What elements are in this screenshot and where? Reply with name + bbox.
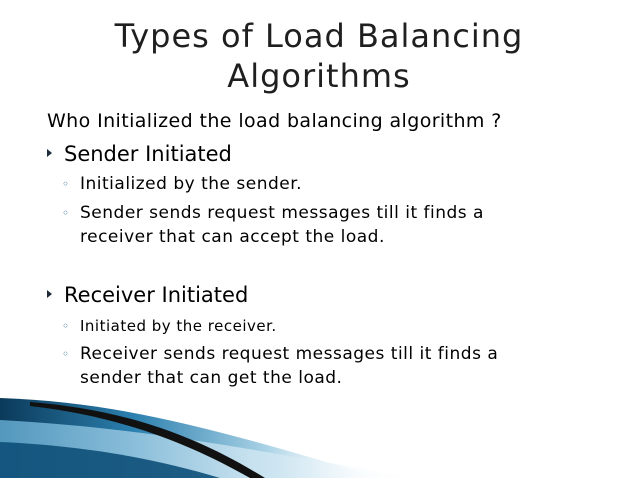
ring-bullet-icon: ◦ [62, 347, 70, 361]
decorative-wave [0, 380, 638, 478]
intro-question: Who Initialized the load balancing algorithm ? [47, 110, 502, 132]
section-heading-sender [47, 140, 232, 168]
list-item-text-continued: sender that can get the load. [80, 368, 343, 388]
ring-bullet-icon: ◦ [62, 206, 70, 220]
section-heading-label: Sender Initiated [64, 142, 232, 166]
slide-title-line-2: Algorithms [227, 57, 411, 95]
section-heading-receiver [47, 281, 248, 309]
slide-title-line-1: Types of Load Balancing [114, 17, 524, 55]
ring-bullet-icon: ◦ [62, 177, 70, 191]
list-item [62, 314, 277, 338]
section-heading-label: Receiver Initiated [64, 283, 249, 307]
triangle-right-icon [47, 290, 52, 298]
list-item [62, 201, 484, 249]
list-item-text: Initialized by the sender. [80, 174, 303, 194]
list-item-text-continued: receiver that can accept the load. [80, 227, 385, 247]
list-item-text: Receiver sends request messages till it finds a [80, 344, 499, 364]
list-item-text: Sender sends request messages till it finds a [80, 203, 484, 223]
list-item [62, 172, 302, 196]
triangle-right-icon [47, 149, 52, 157]
list-item-text: Initiated by the receiver. [80, 317, 277, 335]
ring-bullet-icon: ◦ [62, 319, 70, 333]
slide-title [0, 16, 638, 96]
